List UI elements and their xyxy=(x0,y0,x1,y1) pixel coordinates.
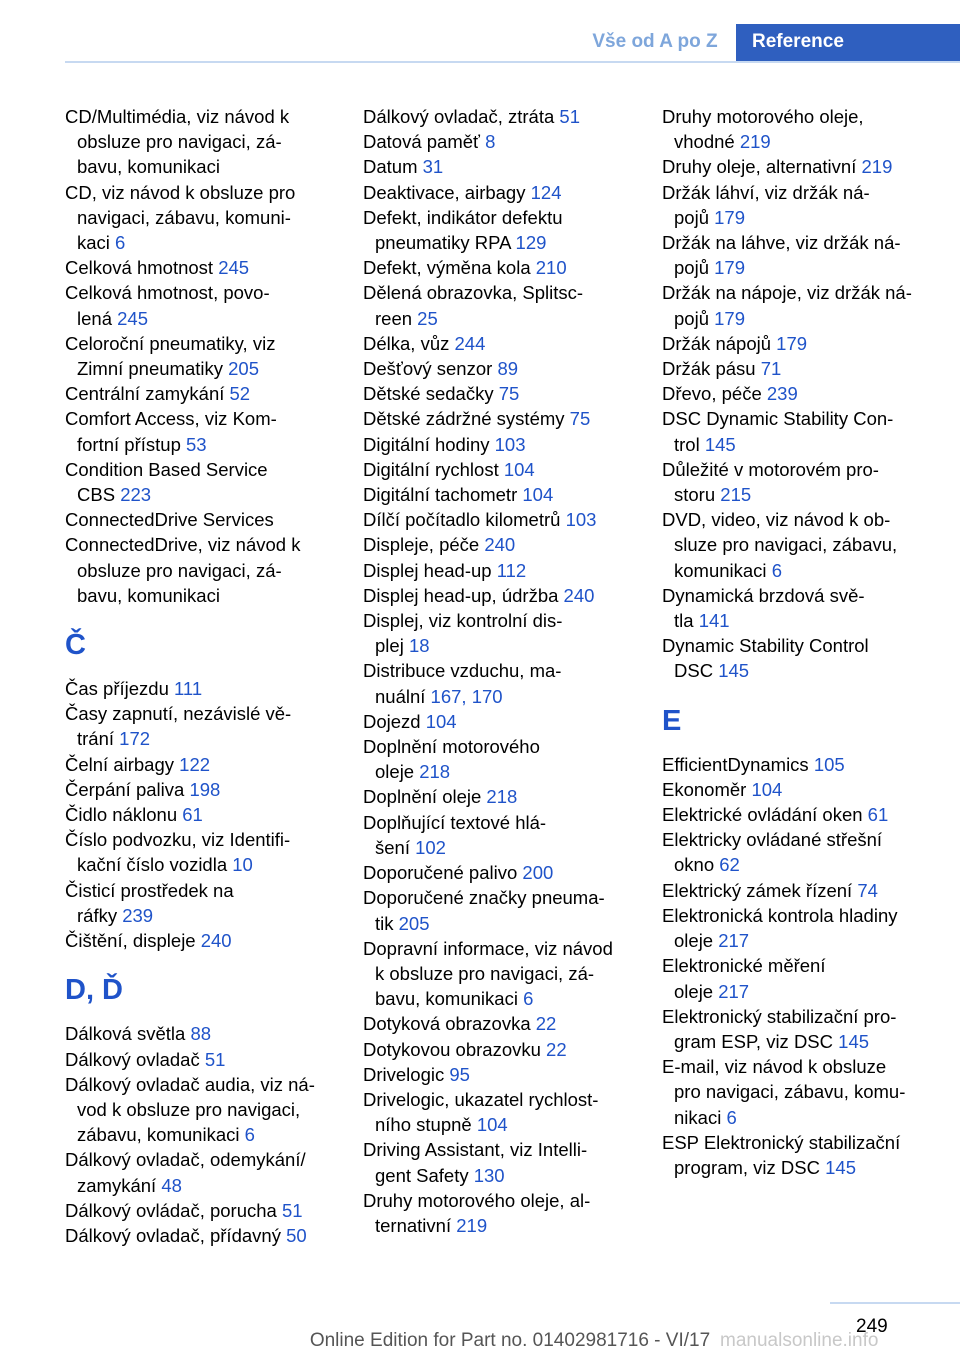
entry-text: pneumatiky RPA xyxy=(375,232,511,254)
page-reference-link[interactable]: 6 xyxy=(115,232,126,254)
entry-text: program, viz DSC xyxy=(674,1156,820,1178)
entry-text: nikaci xyxy=(674,1106,722,1128)
index-entry xyxy=(363,608,653,658)
index-letter-heading: D, Ď xyxy=(65,974,123,1007)
index-entry xyxy=(662,1004,952,1054)
index-entry xyxy=(65,827,355,877)
index-entry xyxy=(363,583,653,608)
page-reference-link[interactable]: 51 xyxy=(281,1199,303,1221)
entry-text: lená xyxy=(77,307,112,329)
entry-text: Distribuce vzduchu, ma- xyxy=(363,660,562,682)
entry-text: CD, viz návod k obsluze pro xyxy=(65,181,296,203)
entry-text: Důležité v motorovém pro- xyxy=(662,458,879,480)
entry-text: Dálková světla xyxy=(65,1023,186,1045)
index-entry xyxy=(363,1037,653,1062)
index-entry xyxy=(363,331,653,356)
entry-text: Dešťový senzor xyxy=(363,358,493,380)
page-reference-link[interactable]: 51 xyxy=(204,1048,226,1070)
entry-text: Displeje, péče xyxy=(363,534,480,556)
page-reference-link[interactable]: 223 xyxy=(120,484,152,506)
section-title: Vše od A po Z xyxy=(592,31,718,52)
index-entry xyxy=(363,507,653,532)
page-reference-link[interactable]: 18 xyxy=(408,635,430,657)
page-reference-link[interactable]: 124 xyxy=(530,181,562,203)
page-reference-link[interactable]: 6 xyxy=(523,988,534,1010)
index-entry xyxy=(662,827,952,877)
entry-text: kační číslo vozidla xyxy=(77,854,228,876)
page-reference-link[interactable]: 130 xyxy=(473,1164,505,1186)
page-reference-link[interactable]: 217 xyxy=(718,930,750,952)
entry-text: Elektronická kontrola hladiny xyxy=(662,904,898,926)
index-entry xyxy=(662,331,952,356)
page-reference-link[interactable]: 105 xyxy=(813,753,845,775)
index-entry xyxy=(65,1021,355,1046)
page-reference-link[interactable]: 129 xyxy=(515,232,547,254)
page-reference-link[interactable]: 50 xyxy=(286,1224,307,1246)
page-reference-link[interactable]: 48 xyxy=(161,1174,182,1196)
index-entry xyxy=(65,381,355,406)
page-reference-link[interactable]: 22 xyxy=(546,1038,567,1060)
entry-text: trání xyxy=(77,728,115,750)
index-entry xyxy=(363,1011,653,1036)
page-reference-link[interactable]: 103 xyxy=(565,509,597,531)
entry-text: Dynamická brzdová svě- xyxy=(662,584,865,606)
index-entry xyxy=(363,885,653,935)
index-entry xyxy=(363,1087,653,1137)
entry-text: Displej head-up xyxy=(363,559,492,581)
index-entry xyxy=(662,583,952,633)
entry-text: Deaktivace, airbagy xyxy=(363,181,526,203)
page-reference-link[interactable]: 75 xyxy=(569,408,591,430)
page-reference-link[interactable]: 88 xyxy=(190,1023,212,1045)
entry-text: Celková hmotnost xyxy=(65,257,214,279)
index-column-2 xyxy=(363,104,653,1238)
index-letter-heading: E xyxy=(662,704,682,737)
entry-text: Držák na nápoje, viz držák ná- xyxy=(662,282,912,304)
entry-text: plej xyxy=(375,635,404,657)
page-reference-link[interactable]: 179 xyxy=(714,257,745,279)
entry-text: Čisticí prostředek na xyxy=(65,879,234,901)
index-entry xyxy=(363,860,653,885)
page-reference-link[interactable]: 239 xyxy=(766,383,798,405)
page-reference-link[interactable]: 75 xyxy=(498,383,520,405)
index-entry xyxy=(65,180,355,256)
page-reference-link[interactable]: 104 xyxy=(476,1114,508,1136)
page-reference-link[interactable]: 6 xyxy=(771,559,782,581)
index-entry xyxy=(662,280,952,330)
entry-text: Dálkový ovládač, porucha xyxy=(65,1199,277,1221)
entry-text: ního stupně xyxy=(375,1114,472,1136)
index-entry xyxy=(363,104,653,129)
entry-text: Čerpání paliva xyxy=(65,778,185,800)
entry-text: Digitální hodiny xyxy=(363,433,490,455)
entry-text: Čelní airbagy xyxy=(65,753,175,775)
entry-text: Druhy motorového oleje, xyxy=(662,106,864,127)
page-reference-link[interactable]: 218 xyxy=(419,761,451,783)
index-column-3 xyxy=(662,104,952,1180)
entry-text: Čas příjezdu xyxy=(65,678,169,700)
page-reference-link[interactable]: 10 xyxy=(232,854,253,876)
entry-text: Zimní pneumatiky xyxy=(77,358,223,380)
entry-text: pojů xyxy=(674,206,709,228)
entry-text: Doporučené značky pneuma- xyxy=(363,887,605,909)
entry-text: nuální xyxy=(375,685,426,707)
index-entry xyxy=(363,810,653,860)
index-entry xyxy=(65,802,355,827)
index-entry xyxy=(363,1062,653,1087)
page-reference-link[interactable]: 95 xyxy=(449,1063,470,1085)
entry-text: Defekt, výměna kola xyxy=(363,257,531,279)
entry-text: ternativní xyxy=(375,1214,452,1236)
entry-text: Dřevo, péče xyxy=(662,383,762,405)
reference-tab[interactable]: Reference xyxy=(736,24,960,61)
index-entry xyxy=(662,802,952,827)
index-entry xyxy=(363,432,653,457)
index-entry xyxy=(65,457,355,507)
index-entry xyxy=(662,230,952,280)
index-entry xyxy=(65,878,355,928)
index-entry xyxy=(65,1047,355,1072)
entry-text: storu xyxy=(674,484,716,506)
entry-text: Doplňující textové hlá- xyxy=(363,811,547,833)
entry-text: Dělená obrazovka, Splitsc- xyxy=(363,282,584,304)
index-entry xyxy=(65,1223,355,1248)
entry-text: DSC xyxy=(674,660,714,682)
entry-text: reen xyxy=(375,307,413,329)
entry-text: ConnectedDrive Services xyxy=(65,509,274,531)
index-entry xyxy=(662,752,952,777)
index-entry xyxy=(363,180,653,205)
entry-text: Číslo podvozku, viz Identifi- xyxy=(65,829,291,851)
page-reference-link[interactable]: 104 xyxy=(425,710,457,732)
entry-text: obsluze pro navigaci, zá- xyxy=(77,559,282,581)
index-entry xyxy=(662,903,952,953)
index-entry xyxy=(363,381,653,406)
page-reference-link[interactable]: 179 xyxy=(714,206,745,228)
page-reference-link[interactable]: 240 xyxy=(484,534,516,556)
entry-text: Doporučené palivo xyxy=(363,862,518,884)
page-reference-link[interactable]: 145 xyxy=(838,1030,870,1052)
index-entry xyxy=(662,104,952,154)
index-entry xyxy=(65,1147,355,1197)
entry-text: E-mail, viz návod k obsluze xyxy=(662,1056,887,1078)
entry-text: k obsluze pro navigaci, zá- xyxy=(375,962,595,984)
entry-text: pro navigaci, zábavu, komu- xyxy=(674,1081,906,1103)
entry-text: pojů xyxy=(674,257,709,279)
entry-text: Elektronický stabilizační pro- xyxy=(662,1005,897,1027)
index-entry xyxy=(65,331,355,381)
entry-text: Dotykovou obrazovku xyxy=(363,1038,541,1060)
entry-text: Držák na láhve, viz držák ná- xyxy=(662,232,901,254)
entry-text: Celková hmotnost, povo- xyxy=(65,282,270,304)
index-entry xyxy=(662,154,952,179)
page-reference-link[interactable]: 141 xyxy=(698,610,730,632)
index-entry xyxy=(65,777,355,802)
entry-text: trol xyxy=(674,433,700,455)
index-entry xyxy=(65,532,355,608)
entry-text: Dopravní informace, viz návod xyxy=(363,937,613,959)
entry-text: Držák nápojů xyxy=(662,332,772,354)
entry-text: Displej head-up, údržba xyxy=(363,584,559,606)
index-entry xyxy=(65,255,355,280)
index-entry xyxy=(363,1188,653,1238)
entry-text: navigaci, zábavu, komuni- xyxy=(77,206,291,228)
entry-text: gram ESP, viz DSC xyxy=(674,1030,834,1052)
index-entry xyxy=(363,532,653,557)
entry-text: tik xyxy=(375,912,394,934)
index-entry xyxy=(65,104,355,180)
entry-text: pojů xyxy=(674,307,709,329)
index-entry xyxy=(65,1198,355,1223)
page-reference-link[interactable]: 104 xyxy=(522,484,554,506)
page-reference-link[interactable]: 244 xyxy=(454,332,486,354)
entry-text: Čidlo náklonu xyxy=(65,804,178,826)
page-reference-link[interactable]: 167, 170 xyxy=(430,685,503,707)
watermark: manualsonline.info xyxy=(720,1330,879,1351)
page-reference-link[interactable]: 6 xyxy=(244,1124,255,1146)
page-reference-link[interactable]: 25 xyxy=(417,307,438,329)
index-letter-heading: Č xyxy=(65,629,86,662)
page-reference-link[interactable]: 111 xyxy=(174,678,203,700)
entry-text: ConnectedDrive, viz návod k xyxy=(65,534,301,556)
entry-text: zábavu, komunikaci xyxy=(77,1124,240,1146)
page-reference-link[interactable]: 219 xyxy=(739,131,771,153)
header-rule xyxy=(65,61,960,63)
page-reference-link[interactable]: 215 xyxy=(720,484,752,506)
entry-text: bavu, komunikaci xyxy=(77,156,220,178)
page-reference-link[interactable]: 61 xyxy=(867,804,889,826)
entry-text: DSC Dynamic Stability Con- xyxy=(662,408,894,430)
index-entry xyxy=(363,709,653,734)
edition-note: Online Edition for Part no. 01402981716 - VI/17 xyxy=(309,1330,711,1351)
entry-text: Datová paměť xyxy=(363,131,480,153)
page-reference-link[interactable]: 53 xyxy=(186,433,207,455)
index-entry xyxy=(662,878,952,903)
entry-text: komunikaci xyxy=(674,559,767,581)
index-entry xyxy=(662,1054,952,1130)
page-reference-link[interactable]: 74 xyxy=(857,879,878,901)
index-entry xyxy=(363,356,653,381)
index-entry xyxy=(363,734,653,784)
entry-text: Čištění, displeje xyxy=(65,930,196,952)
entry-text: oleje xyxy=(674,930,714,952)
page-number: 249 xyxy=(856,1316,888,1337)
page-reference-link[interactable]: 245 xyxy=(117,307,148,329)
entry-text: Condition Based Service xyxy=(65,458,268,480)
entry-text: oleje xyxy=(674,980,714,1002)
entry-text: sluze pro navigaci, zábavu, xyxy=(674,534,898,556)
entry-text: Defekt, indikátor defektu xyxy=(363,206,563,228)
index-entry xyxy=(363,129,653,154)
entry-text: DVD, video, viz návod k ob- xyxy=(662,509,891,531)
entry-text: Držák láhví, viz držák ná- xyxy=(662,181,870,203)
index-entry xyxy=(65,507,355,532)
page-reference-link[interactable]: 179 xyxy=(714,307,745,329)
page-reference-link[interactable]: 145 xyxy=(718,660,750,682)
index-entry xyxy=(662,406,952,456)
index-entry xyxy=(65,406,355,456)
entry-text: Doplnění oleje xyxy=(363,786,482,808)
page-reference-link[interactable]: 217 xyxy=(718,980,750,1002)
page-reference-link[interactable]: 52 xyxy=(229,383,251,405)
index-entry xyxy=(363,482,653,507)
index-entry xyxy=(363,154,653,179)
entry-text: Dálkový ovladač audia, viz ná- xyxy=(65,1073,315,1095)
entry-text: Délka, vůz xyxy=(363,332,450,354)
entry-text: ESP Elektronický stabilizační xyxy=(662,1131,901,1153)
entry-text: Dotyková obrazovka xyxy=(363,1013,531,1035)
entry-text: Elektronické měření xyxy=(662,955,826,977)
entry-text: vod k obsluze pro navigaci, xyxy=(77,1098,301,1120)
entry-text: Elektrické ovládání oken xyxy=(662,804,863,826)
entry-text: Doplnění motorového xyxy=(363,736,540,758)
entry-text: ráfky xyxy=(77,904,118,926)
page-reference-link[interactable]: 218 xyxy=(486,786,518,808)
page-reference-link[interactable]: 239 xyxy=(122,904,154,926)
entry-text: EfficientDynamics xyxy=(662,753,809,775)
page-reference-link[interactable]: 62 xyxy=(719,854,740,876)
index-entry xyxy=(363,558,653,583)
entry-text: kaci xyxy=(77,232,110,254)
page-reference-link[interactable]: 22 xyxy=(535,1013,557,1035)
entry-text: Digitální tachometr xyxy=(363,484,518,506)
index-entry xyxy=(363,658,653,708)
entry-text: Dětské zádržné systémy xyxy=(363,408,565,430)
index-entry xyxy=(662,356,952,381)
index-entry xyxy=(65,752,355,777)
entry-text: Displej, viz kontrolní dis- xyxy=(363,610,563,632)
index-entry xyxy=(662,953,952,1003)
entry-text: Comfort Access, viz Kom- xyxy=(65,408,277,430)
entry-text: vhodné xyxy=(674,131,735,153)
page-reference-link[interactable]: 172 xyxy=(119,728,151,750)
entry-text: Centrální zamykání xyxy=(65,383,225,405)
index-entry xyxy=(662,777,952,802)
entry-text: gent Safety xyxy=(375,1164,469,1186)
index-entry xyxy=(662,457,952,507)
entry-text: Dálkový ovladač, ztráta xyxy=(363,106,555,127)
entry-text: CBS xyxy=(77,484,116,506)
index-entry xyxy=(363,1137,653,1187)
entry-text: Druhy oleje, alternativní xyxy=(662,156,857,178)
index-entry xyxy=(65,701,355,751)
entry-text: Ekonoměr xyxy=(662,778,747,800)
index-entry xyxy=(65,280,355,330)
entry-text: obsluze pro navigaci, zá- xyxy=(77,131,282,153)
entry-text: Celoroční pneumatiky, viz xyxy=(65,332,276,354)
index-entry xyxy=(65,928,355,953)
entry-text: Dílčí počítadlo kilometrů xyxy=(363,509,561,531)
entry-text: Dálkový ovladač, odemykání/ xyxy=(65,1149,306,1171)
page-header xyxy=(0,24,960,62)
entry-text: oleje xyxy=(375,761,415,783)
page-reference-link[interactable]: 210 xyxy=(535,257,567,279)
entry-text: Dálkový ovladač, přídavný xyxy=(65,1224,281,1246)
page-reference-link[interactable]: 200 xyxy=(522,862,554,884)
entry-text: zamykání xyxy=(77,1174,157,1196)
page-reference-link[interactable]: 8 xyxy=(485,131,496,153)
entry-text: Digitální rychlost xyxy=(363,458,499,480)
page-reference-link[interactable]: 102 xyxy=(415,836,446,858)
page-reference-link[interactable]: 145 xyxy=(825,1156,856,1178)
page-reference-link[interactable]: 198 xyxy=(189,778,221,800)
index-entry xyxy=(363,205,653,255)
entry-text: Dětské sedačky xyxy=(363,383,494,405)
page-reference-link[interactable]: 245 xyxy=(218,257,250,279)
page-reference-link[interactable]: 179 xyxy=(776,332,808,354)
entry-text: šení xyxy=(375,836,410,858)
footer-rule xyxy=(830,1302,960,1304)
entry-text: tla xyxy=(674,610,694,632)
page-reference-link[interactable]: 240 xyxy=(563,584,595,606)
entry-text: Držák pásu xyxy=(662,358,756,380)
page-reference-link[interactable]: 122 xyxy=(179,753,211,775)
index-entry xyxy=(65,1072,355,1148)
index-entry xyxy=(363,255,653,280)
page-reference-link[interactable]: 31 xyxy=(422,156,444,178)
entry-text: Elektricky ovládané střešní xyxy=(662,829,883,851)
entry-text: Dynamic Stability Control xyxy=(662,635,869,657)
index-entry xyxy=(363,406,653,431)
entry-text: CD/Multimédia, viz návod k xyxy=(65,106,290,127)
entry-text: Driving Assistant, viz Intelli- xyxy=(363,1139,588,1161)
entry-text: Časy zapnutí, nezávislé vě- xyxy=(65,703,292,725)
page-reference-link[interactable]: 104 xyxy=(751,778,783,800)
entry-text: Drivelogic, ukazatel rychlost- xyxy=(363,1088,599,1110)
entry-text: Drivelogic xyxy=(363,1063,445,1085)
index-entry xyxy=(363,280,653,330)
index-entry xyxy=(363,936,653,1012)
page-reference-link[interactable]: 61 xyxy=(182,804,203,826)
index-column-1 xyxy=(65,104,355,1248)
entry-text: Datum xyxy=(363,156,418,178)
index-entry xyxy=(363,457,653,482)
page-reference-link[interactable]: 103 xyxy=(494,433,526,455)
index-entry xyxy=(662,507,952,583)
page-reference-link[interactable]: 240 xyxy=(200,930,232,952)
page-reference-link[interactable]: 89 xyxy=(497,358,519,380)
page-reference-link[interactable]: 6 xyxy=(726,1106,737,1128)
entry-text: fortní přístup xyxy=(77,433,181,455)
index-entry xyxy=(662,1130,952,1180)
entry-text: Elektrický zámek řízení xyxy=(662,879,853,901)
index-entry xyxy=(662,633,952,683)
entry-text: Dojezd xyxy=(363,710,421,732)
entry-text: bavu, komunikaci xyxy=(375,988,518,1010)
entry-text: okno xyxy=(674,854,715,876)
page-reference-link[interactable]: 112 xyxy=(496,559,527,581)
page-reference-link[interactable]: 205 xyxy=(228,358,260,380)
index-entry xyxy=(662,180,952,230)
entry-text: bavu, komunikaci xyxy=(77,584,220,606)
page-reference-link[interactable]: 219 xyxy=(456,1214,488,1236)
entry-text: Dálkový ovladač xyxy=(65,1048,200,1070)
index-entry xyxy=(363,784,653,809)
page-reference-link[interactable]: 219 xyxy=(861,156,893,178)
page-reference-link[interactable]: 145 xyxy=(704,433,736,455)
page-reference-link[interactable]: 104 xyxy=(503,458,535,480)
page-reference-link[interactable]: 205 xyxy=(398,912,430,934)
page-reference-link[interactable]: 71 xyxy=(760,358,782,380)
index-entry xyxy=(662,381,952,406)
index-entry xyxy=(65,676,355,701)
page-reference-link[interactable]: 51 xyxy=(559,106,580,127)
entry-text: Druhy motorového oleje, al- xyxy=(363,1189,591,1211)
